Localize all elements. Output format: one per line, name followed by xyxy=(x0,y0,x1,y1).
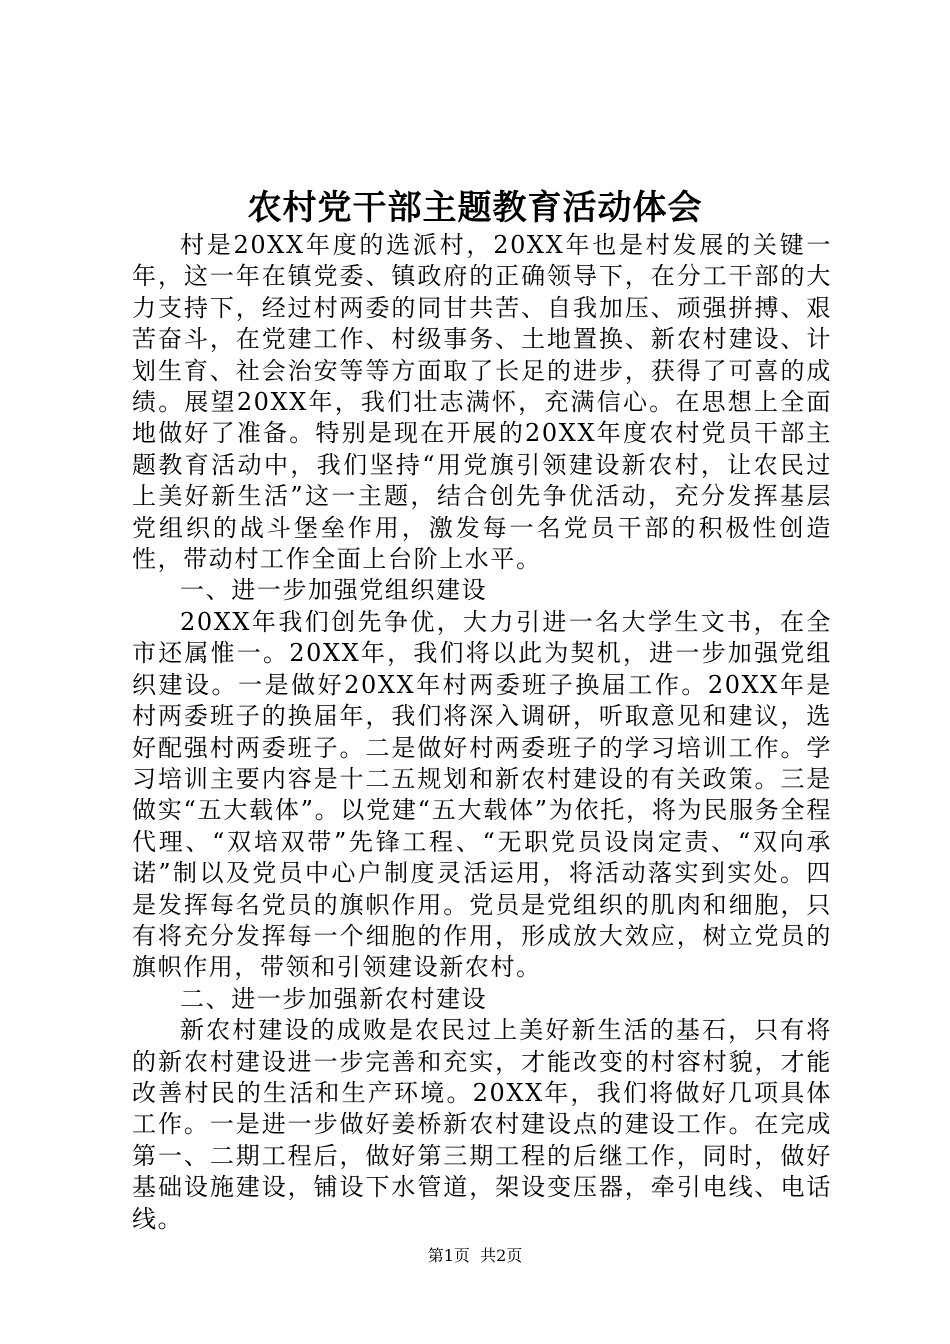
page-footer: 第1页 共2页 xyxy=(427,1246,523,1265)
section-heading: 二、进一步加强新农村建设 xyxy=(180,984,488,1013)
section-heading: 一、进一步加强党组织建设 xyxy=(180,576,488,605)
document-title: 农村党干部主题教育活动体会 xyxy=(247,188,703,228)
document-body xyxy=(132,230,832,1235)
body-paragraph: 村是20XX年度的选派村，20XX年也是村发展的关键一年，这一年在镇党委、镇政府的正确领导下，在分工干部的大力支持下，经过村两委的同甘共苦、自我加压、顽强拼搏、艰苦奋斗，在党建工作、村级事务、土地置换、新农村建设、计划生育、社会治安等等方面取了长足的进步，获得了可喜的成绩。展望20XX年，我们壮志满怀，充满信心。在思想上全面地做好了准备。特别是现在开展的20XX年度农村党员干部主题教育活动中，我们坚持“用党旗引领建设新农村，让农民过上美好新生活”这一主题，结合创先争优活动，充分发挥基层党组织的战斗堡垒作用，激发每一名党员干部的积极性创造性，带动村工作全面上台阶上水平。 xyxy=(132,231,832,574)
body-paragraph: 20XX年我们创先争优，大力引进一名大学生文书，在全市还属惟一。20XX年，我们将以此为契机，进一步加强党组织建设。一是做好20XX年村两委班子换届工作。20XX年是村两委班子的换届年，我们将深入调研，听取意见和建议，选好配强村两委班子。二是做好村两委班子的学习培训工作。学习培训主要内容是十二五规划和新农村建设的有关政策。三是做实“五大载体”。以党建“五大载体”为依托，将为民服务全程代理、“双培双带”先锋工程、“无职党员设岗定责、“双向承诺”制以及党员中心户制度灵活运用，将活动落实到实处。四是发挥每名党员的旗帜作用。党员是党组织的肌肉和细胞，只有将充分发挥每一个细胞的作用，形成放大效应，树立党员的旗帜作用，带领和引领建设新农村。 xyxy=(132,607,832,982)
body-paragraph: 新农村建设的成败是农民过上美好新生活的基石，只有将的新农村建设进一步完善和充实，才能改变的村容村貌，才能改善村民的生活和生产环境。20XX年，我们将做好几项具体工作。一是进一步做好姜桥新农村建设点的建设工作。在完成第一、二期工程后，做好第三期工程的后继工作，同时，做好基础设施建设，铺设下水管道，架设变压器，牵引电线、电话线。 xyxy=(132,1016,832,1233)
